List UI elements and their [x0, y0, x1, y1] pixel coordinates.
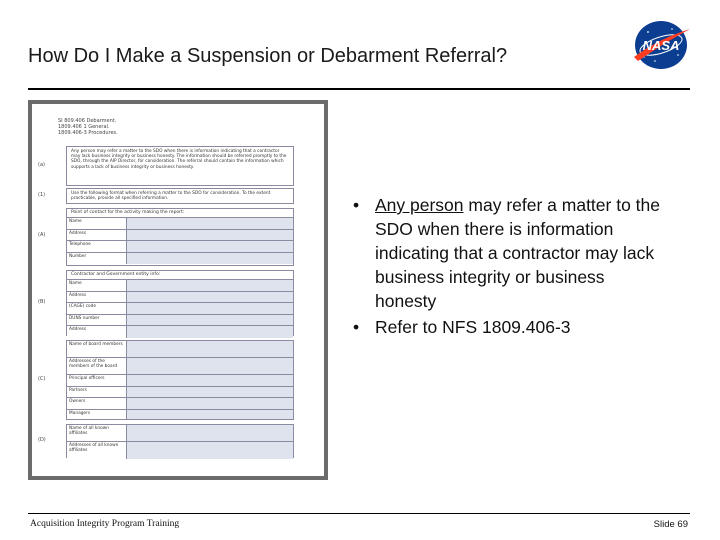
- bullet-emphasis: Any person: [375, 195, 464, 215]
- field-value: [127, 358, 293, 374]
- field-value: [127, 387, 293, 398]
- form-header: [58, 118, 118, 136]
- section-a: [66, 146, 294, 186]
- section-C: [66, 340, 294, 420]
- field-label: Name of board members: [67, 341, 127, 357]
- slide-title: How Do I Make a Suspension or Debarment Referral?: [28, 45, 508, 67]
- field-label: Managers: [67, 410, 127, 419]
- bullet-item: [349, 315, 669, 339]
- section-A-heading: Point of contact for the activity making the report:: [67, 209, 293, 218]
- field-label: DUNS number: [67, 315, 127, 326]
- footer-divider: [28, 513, 690, 514]
- form-row: [67, 292, 293, 304]
- form-page: [32, 104, 324, 476]
- field-label: Addresses of the members of the board: [67, 358, 127, 374]
- field-label: Address: [67, 230, 127, 241]
- form-row: [67, 253, 293, 265]
- field-value: [127, 398, 293, 409]
- field-value: [127, 280, 293, 291]
- bullet-text: Refer to NFS 1809.406-3: [375, 317, 571, 337]
- field-label: Name: [67, 280, 127, 291]
- bullet-text: may refer a matter to the SDO when there is information indicating that a contractor may lack business integrity or business honesty: [375, 195, 660, 311]
- section-B: [66, 270, 294, 336]
- section-A: [66, 208, 294, 266]
- form-row: [67, 398, 293, 410]
- field-label: Name: [67, 218, 127, 229]
- field-label: Addresses of all known affiliates: [67, 442, 127, 459]
- section-letter: (C): [38, 376, 46, 382]
- field-value: [127, 375, 293, 386]
- form-header-line: SI 809.406 Debarment.: [58, 118, 117, 124]
- section-B-heading: Contractor and Government entity info:: [67, 271, 293, 280]
- form-header-line: 1809.406 1 General.: [58, 124, 110, 130]
- field-value: [127, 303, 293, 314]
- section-letter: (B): [38, 299, 46, 305]
- form-header-line: 1809.406-3 Procedures.: [58, 130, 118, 136]
- section-a-text: Any person may refer a matter to the SDO when there is information indicating that a contractor may lack business integrity or business honesty. The information should be referred promptly to the SDO, through the AIP Director, for consideration. The referral should contain the information which supports a lack of business integrity or business honesty.: [71, 149, 287, 170]
- field-value: [127, 442, 293, 459]
- section-D: [66, 424, 294, 458]
- bullet-item: [349, 193, 669, 313]
- field-label: Telephone: [67, 241, 127, 252]
- section-1: [66, 188, 294, 204]
- section-letter: (A): [38, 232, 46, 238]
- slide-number: Slide 69: [653, 519, 688, 530]
- field-value: [127, 230, 293, 241]
- field-label: Partners: [67, 387, 127, 398]
- section-1-text: Use the following format when referring a matter to the SDO for consideration. To the extent practicable, provide all specified information.: [71, 191, 271, 202]
- field-value: [127, 326, 293, 338]
- form-row: [67, 375, 293, 387]
- field-label: Owners: [67, 398, 127, 409]
- form-row: [67, 410, 293, 419]
- field-value: [127, 410, 293, 419]
- form-row: [67, 358, 293, 375]
- section-letter: (D): [38, 437, 46, 443]
- field-value: [127, 341, 293, 357]
- field-label: Address: [67, 326, 127, 338]
- form-row: [67, 280, 293, 292]
- form-row: [67, 241, 293, 253]
- form-row: [67, 326, 293, 338]
- field-value: [127, 292, 293, 303]
- footer-course-title: Acquisition Integrity Program Training: [30, 519, 180, 529]
- svg-text:NASA: NASA: [642, 38, 680, 53]
- form-row: [67, 218, 293, 230]
- form-row: [67, 442, 293, 459]
- field-value: [127, 315, 293, 326]
- field-value: [127, 253, 293, 265]
- form-row: [67, 341, 293, 358]
- form-row: [67, 303, 293, 315]
- field-label: (CAGE) code: [67, 303, 127, 314]
- section-letter: (a): [38, 162, 45, 168]
- title-divider: [28, 88, 690, 90]
- field-label: Address: [67, 292, 127, 303]
- field-label: Name of all known affiliates: [67, 425, 127, 441]
- form-row: [67, 425, 293, 442]
- field-value: [127, 218, 293, 229]
- nasa-logo: [628, 17, 694, 73]
- field-label: Number: [67, 253, 127, 265]
- field-value: [127, 241, 293, 252]
- field-value: [127, 425, 293, 441]
- form-row: [67, 315, 293, 327]
- field-label: Principal officers: [67, 375, 127, 386]
- form-row: [67, 387, 293, 399]
- bullet-list: [349, 193, 669, 341]
- section-letter: (1): [38, 192, 46, 198]
- nfs-form-image: [28, 100, 328, 480]
- form-row: [67, 230, 293, 242]
